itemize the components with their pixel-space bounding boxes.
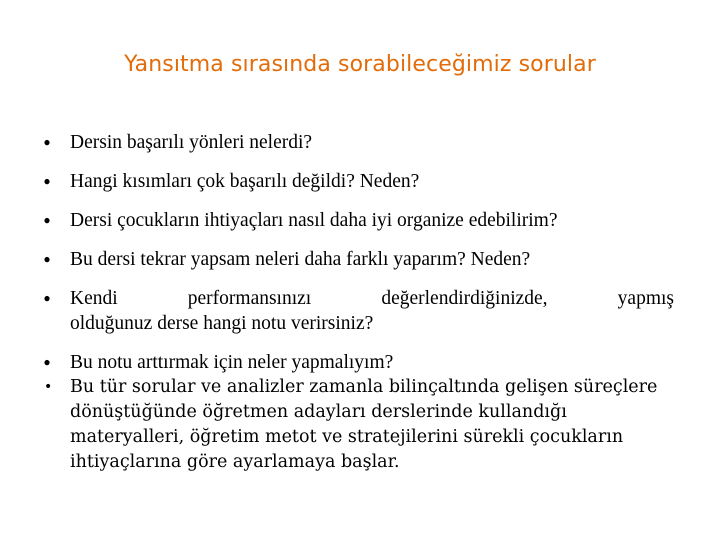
circle-dot-bullet-icon: ⦁ xyxy=(44,291,51,305)
question-text: Bu notu arttırmak için neler yapmalıyım? xyxy=(70,352,394,373)
circle-dot-bullet-icon: ⦁ xyxy=(44,174,51,188)
list-item xyxy=(44,247,674,272)
list-item xyxy=(44,208,674,233)
filled-dot-bullet-icon: • xyxy=(44,379,53,395)
question-text-line2: olduğunuz derse hangi notu verirsiniz? xyxy=(70,313,374,334)
list-item xyxy=(44,169,674,194)
circle-dot-bullet-icon: ⦁ xyxy=(44,135,51,149)
circle-dot-bullet-icon: ⦁ xyxy=(44,252,51,266)
circle-dot-bullet-icon: ⦁ xyxy=(44,355,51,369)
question-text: Hangi kısımları çok başarılı değildi? Neden? xyxy=(70,171,420,192)
question-list xyxy=(44,130,674,475)
question-text: Bu dersi tekrar yapsam neleri daha farklı yaparım? Neden? xyxy=(70,249,531,270)
question-text: Dersin başarılı yönleri nelerdi? xyxy=(70,132,313,153)
slide-title: Yansıtma sırasında sorabileceğimiz sorular xyxy=(124,52,596,77)
list-item xyxy=(44,130,674,155)
list-item xyxy=(44,350,674,375)
list-item xyxy=(44,286,674,336)
circle-dot-bullet-icon: ⦁ xyxy=(44,213,51,227)
summary-text: Bu tür sorular ve analizler zamanla bilinçaltında gelişen süreçlere dönüştüğünde öğretmen adayları derslerinde kullandığı materyalleri, öğretim metot ve stratejilerini sürekli çocukların ihtiyaçlarına göre ayarlamaya başlar. xyxy=(70,377,658,472)
list-item xyxy=(44,375,674,475)
question-text: Dersi çocukların ihtiyaçları nasıl daha iyi organize edebilirim? xyxy=(70,210,558,231)
question-text-line1: Kendi performansınızı değerlendirdiğinizde, yapmış xyxy=(70,288,674,309)
